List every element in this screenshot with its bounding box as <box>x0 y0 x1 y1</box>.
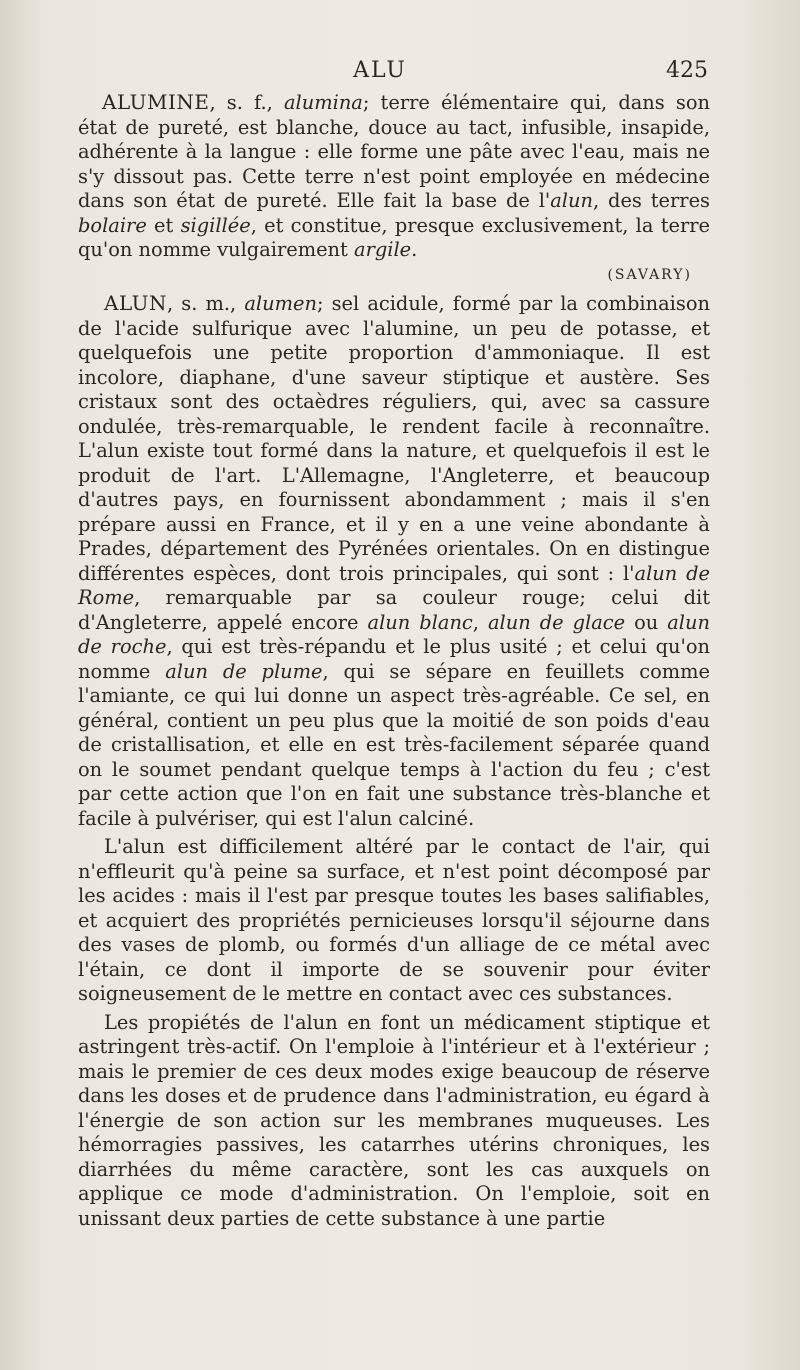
alumine-text-1: ; terre élémentaire qui, dans son état de pureté, est blanche, douce au tact, infusible, insapide, adhérente à la langue : elle forme une pâte avec l'eau, mais ne s'y dissout pas. Cette terre n'est point employée en médecine dans son état de pureté. Elle fait la base de l' <box>78 91 710 212</box>
headword-alun: ALUN <box>104 291 167 315</box>
alun-text-5: , qui est très-répandu et le plus usité ; et celui qu'on nomme <box>78 635 710 683</box>
entry-alumine <box>78 90 710 263</box>
page-body <box>78 90 710 1231</box>
paragraph-proprietes: Les propiétés de l'alun en font un médicament stiptique et astringent très-actif. On l'emploie à l'intérieur et à l'extérieur ; mais le premier de ces deux modes exige beaucoup de réserve dans les doses et de prudence dans l'administration, eu égard à l'énergie de son action sur les membranes muqueuses. Les hémorragies passives, les catarrhes utérins chroniques, les diarrhées du même caractère, sont les cas auxquels on applique ce mode d'administration. On l'emploie, soit en unissant deux parties de cette substance à une partie <box>78 1010 710 1230</box>
term-alun-blanc: alun blanc <box>367 610 473 634</box>
term-argile: argile <box>354 238 412 261</box>
author-signature: (SAVARY) <box>607 266 692 283</box>
alun-text-3: , <box>472 610 488 634</box>
latin-alumina: alumina <box>283 91 363 114</box>
latin-alumen: alumen <box>244 292 317 315</box>
running-head: ALU <box>353 58 407 83</box>
alun-text-1: ; sel acidule, formé par la combinaison de l'acide sulfurique avec l'alumine, un peu de potasse, et quelquefois une petite proportion d'ammoniaque. Il est incolore, diaphane, d'une saveur stiptique et austère. Ses cristaux sont des octaèdres réguliers, qui, avec sa cassure ondulée, très-remarquable, le rendent facile à reconnaître. L'alun existe tout formé dans la nature, et quelquefois il est le produit de l'art. L'Allemagne, l'Angleterre, et beaucoup d'autres pays, en fournissent abondamment ; mais il s'en prépare aussi en France, et il y en a une veine abondante à Prades, département des Pyrénées orientales. On en distingue différentes espèces, dont trois principales, qui sont : l' <box>78 292 710 585</box>
alun-text-6: , qui se sépare en feuillets comme l'amiante, ce qui lui donne un aspect très-agréable. Ce sel, en général, contient un peu plus que la moitié de son poids d'eau de cristallisation, et elle en est très-facilement séparée quand on le soumet pendant quelque temps à l'action du feu ; c'est par cette action que l'on en fait une substance très-blanche et facile à pulvériser, qui est l'alun calciné. <box>78 659 711 830</box>
page-header <box>0 58 800 88</box>
page-number: 425 <box>666 58 708 83</box>
alumine-text-2: , des terres <box>593 189 710 212</box>
alun-text-4: ou <box>625 610 668 634</box>
headword-alumine: ALUMINE <box>102 90 210 114</box>
entry-alun <box>78 291 710 831</box>
alumine-text-5: . <box>411 238 418 261</box>
term-alun: alun <box>550 189 593 212</box>
term-alun-de-roche: alun de roche <box>78 610 710 658</box>
term-bolaire: bolaire <box>78 213 147 237</box>
term-sigillee: sigillée <box>180 213 251 237</box>
term-alun-de-plume: alun de plume <box>165 659 323 683</box>
paragraph-alteration: L'alun est difficilement altéré par le contact de l'air, qui n'effleurit qu'à peine sa surface, et n'est point décomposé par les acides : mais il l'est par presque toutes les bases salifiables, et acquiert des propriétés pernicieuses lorsqu'il séjourne dans des vases de plomb, ou formés d'un alliage de ce métal avec l'étain, ce dont il importe de se souvenir pour éviter soigneusement de le mettre en contact avec ces substances. <box>78 835 710 1005</box>
term-alun-de-rome: alun de Rome <box>78 561 711 609</box>
grammar-alumine: , s. f., <box>209 91 284 114</box>
alumine-text-3: et <box>146 213 181 237</box>
term-alun-de-glace: alun de glace <box>487 610 626 634</box>
grammar-alun: , s. m., <box>167 292 245 315</box>
alumine-text-4: , et constitue, presque exclusivement, la terre qu'on nomme vulgairement <box>78 213 710 261</box>
alun-text-2: , remarquable par sa couleur rouge; celui dit d'Angleterre, appelé encore <box>78 586 710 634</box>
